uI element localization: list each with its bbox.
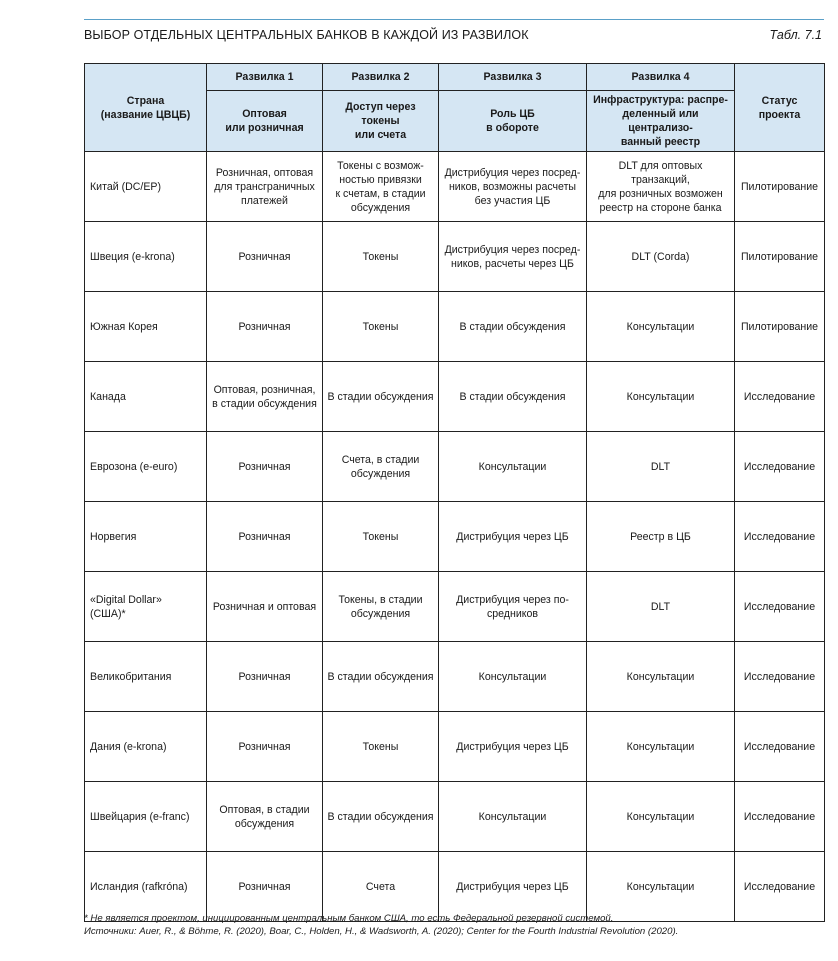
header-sub-2: Доступ через токены или счета [323, 91, 439, 152]
cell-fork-3: Дистрибуция через по- средников [439, 572, 587, 642]
top-rule [84, 19, 824, 20]
table-title: ВЫБОР ОТДЕЛЬНЫХ ЦЕНТРАЛЬНЫХ БАНКОВ В КАЖДОЙ ИЗ РАЗВИЛОК [84, 28, 529, 42]
cell-fork-4: Консультации [587, 642, 735, 712]
cell-fork-1: Оптовая, в стадии обсуждения [207, 782, 323, 852]
table-row [85, 712, 825, 782]
cell-fork-3: Консультации [439, 642, 587, 712]
cell-fork-4: DLT (Corda) [587, 222, 735, 292]
table-row [85, 152, 825, 222]
footnote-asterisk-note: * Не является проектом, инициированным центральным банком США, то есть Федеральной резервной системой. [84, 913, 614, 924]
table-row [85, 572, 825, 642]
cell-fork-4: DLT [587, 432, 735, 502]
footnote-sources: Источники: Auer, R., & Böhme, R. (2020), Boar, C., Holden, H., & Wadsworth, A. (2020); Center for the Fourth Industrial Revolution (2020). [84, 926, 679, 937]
cell-fork-1: Розничная [207, 712, 323, 782]
header-sub-4: Инфраструктура: распре- деленный или централизо- ванный реестр [587, 91, 735, 152]
cell-fork-2: Токены [323, 712, 439, 782]
cell-fork-3: Дистрибуция через ЦБ [439, 852, 587, 922]
cell-fork-2: В стадии обсуждения [323, 362, 439, 432]
cell-fork-1: Розничная и оптовая [207, 572, 323, 642]
cell-fork-1: Розничная [207, 642, 323, 712]
cell-fork-4: Консультации [587, 852, 735, 922]
table-number: Табл. 7.1 [769, 28, 822, 42]
cell-country: Швейцария (e-franc) [85, 782, 207, 852]
cell-fork-2: В стадии обсуждения [323, 642, 439, 712]
cell-fork-3: Дистрибуция через посред- ников, расчеты через ЦБ [439, 222, 587, 292]
cell-status: Исследование [735, 852, 825, 922]
cell-fork-4: Консультации [587, 292, 735, 362]
cell-fork-3: В стадии обсуждения [439, 362, 587, 432]
cell-country: Китай (DC/EP) [85, 152, 207, 222]
cell-fork-3: Консультации [439, 432, 587, 502]
footnote [84, 912, 678, 938]
cell-status: Исследование [735, 362, 825, 432]
cell-status: Пилотирование [735, 222, 825, 292]
header-row-forks [85, 64, 825, 91]
cell-fork-1: Розничная [207, 432, 323, 502]
cell-fork-1: Розничная [207, 292, 323, 362]
cell-fork-2: Токены [323, 222, 439, 292]
cell-country: Еврозона (e-euro) [85, 432, 207, 502]
cell-country: Швеция (e-krona) [85, 222, 207, 292]
cell-fork-4: Реестр в ЦБ [587, 502, 735, 572]
header-sub-3: Роль ЦБ в обороте [439, 91, 587, 152]
cell-status: Пилотирование [735, 152, 825, 222]
cell-fork-3: В стадии обсуждения [439, 292, 587, 362]
cell-fork-4: DLT для оптовых транзакций, для розничных возможен реестр на стороне банка [587, 152, 735, 222]
table-row [85, 292, 825, 362]
cell-fork-3: Дистрибуция через посред- ников, возможны расчеты без участия ЦБ [439, 152, 587, 222]
cell-country: Норвегия [85, 502, 207, 572]
cell-status: Пилотирование [735, 292, 825, 362]
cell-country: Южная Корея [85, 292, 207, 362]
cell-status: Исследование [735, 572, 825, 642]
table-row [85, 782, 825, 852]
cell-status: Исследование [735, 782, 825, 852]
cell-country: Дания (e-krona) [85, 712, 207, 782]
cell-fork-2: Токены [323, 292, 439, 362]
cell-fork-4: DLT [587, 572, 735, 642]
header-country: Страна (название ЦВЦБ) [85, 64, 207, 152]
table-row [85, 222, 825, 292]
cell-fork-3: Дистрибуция через ЦБ [439, 502, 587, 572]
cell-fork-1: Розничная [207, 502, 323, 572]
cell-country: «Digital Dollar» (США)* [85, 572, 207, 642]
cell-country: Исландия (rafkróna) [85, 852, 207, 922]
cell-fork-4: Консультации [587, 362, 735, 432]
cell-fork-3: Консультации [439, 782, 587, 852]
cell-fork-2: Счета, в стадии обсуждения [323, 432, 439, 502]
header-sub-1: Оптовая или розничная [207, 91, 323, 152]
table-row [85, 502, 825, 572]
cbdc-table [84, 63, 825, 922]
cell-status: Исследование [735, 642, 825, 712]
cell-country: Канада [85, 362, 207, 432]
cell-fork-2: Счета [323, 852, 439, 922]
cell-fork-2: В стадии обсуждения [323, 782, 439, 852]
cell-status: Исследование [735, 432, 825, 502]
table-row [85, 432, 825, 502]
table-row [85, 642, 825, 712]
cell-fork-4: Консультации [587, 782, 735, 852]
cell-status: Исследование [735, 712, 825, 782]
header-fork-1: Развилка 1 [207, 64, 323, 91]
header-status: Статус проекта [735, 64, 825, 152]
table-row [85, 852, 825, 922]
cell-country: Великобритания [85, 642, 207, 712]
cell-fork-2: Токены [323, 502, 439, 572]
cell-status: Исследование [735, 502, 825, 572]
header-fork-2: Развилка 2 [323, 64, 439, 91]
cell-fork-1: Оптовая, розничная, в стадии обсуждения [207, 362, 323, 432]
cell-fork-4: Консультации [587, 712, 735, 782]
cell-fork-1: Розничная [207, 222, 323, 292]
header-fork-3: Развилка 3 [439, 64, 587, 91]
cell-fork-2: Токены с возмож- ностью привязки к счетам, в стадии обсуждения [323, 152, 439, 222]
table-row [85, 362, 825, 432]
cell-fork-1: Розничная, оптовая для трансграничных платежей [207, 152, 323, 222]
cell-fork-3: Дистрибуция через ЦБ [439, 712, 587, 782]
header-fork-4: Развилка 4 [587, 64, 735, 91]
cell-fork-2: Токены, в стадии обсуждения [323, 572, 439, 642]
cell-fork-1: Розничная [207, 852, 323, 922]
